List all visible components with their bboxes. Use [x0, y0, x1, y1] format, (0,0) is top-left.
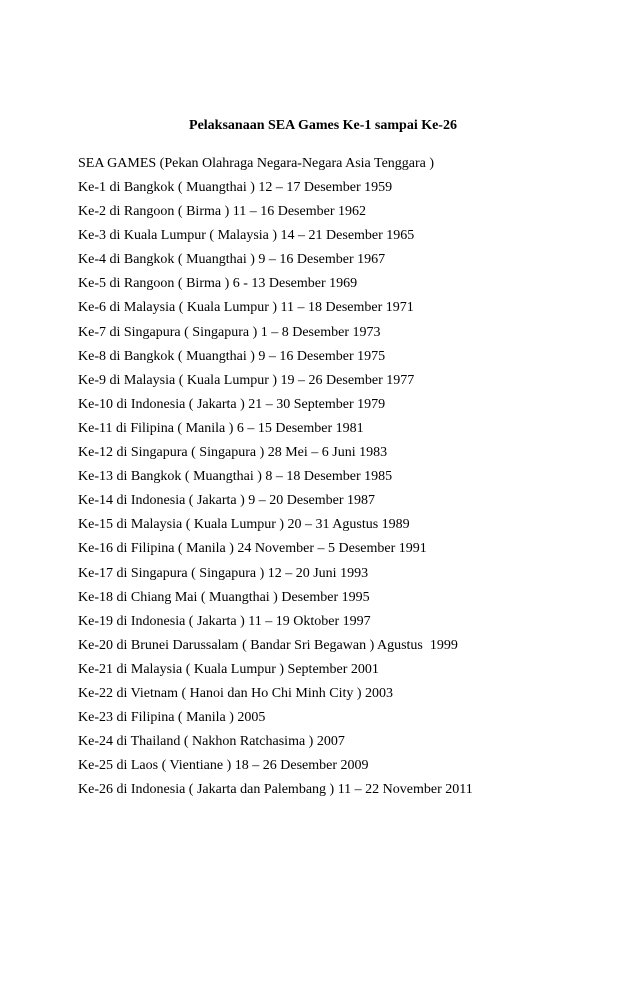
list-item: Ke-22 di Vietnam ( Hanoi dan Ho Chi Minh City ) 2003: [78, 685, 394, 701]
list-item: Ke-13 di Bangkok ( Muangthai ) 8 – 18 Desember 1985: [78, 469, 393, 485]
sea-games-list: [78, 179, 473, 805]
list-item: Ke-8 di Bangkok ( Muangthai ) 9 – 16 Desember 1975: [78, 348, 386, 364]
list-item: Ke-25 di Laos ( Vientiane ) 18 – 26 Desember 2009: [78, 758, 369, 774]
list-item: Ke-21 di Malaysia ( Kuala Lumpur ) September 2001: [78, 661, 379, 677]
list-item: Ke-18 di Chiang Mai ( Muangthai ) Desember 1995: [78, 589, 370, 605]
list-item: Ke-20 di Brunei Darussalam ( Bandar Sri Begawan ) Agustus 1999: [78, 637, 458, 653]
list-item: Ke-16 di Filipina ( Manila ) 24 November – 5 Desember 1991: [78, 541, 427, 557]
list-item: Ke-19 di Indonesia ( Jakarta ) 11 – 19 Oktober 1997: [78, 613, 371, 629]
list-item: Ke-9 di Malaysia ( Kuala Lumpur ) 19 – 26 Desember 1977: [78, 372, 415, 388]
page-title: Pelaksanaan SEA Games Ke-1 sampai Ke-26: [189, 118, 457, 133]
list-item: Ke-6 di Malaysia ( Kuala Lumpur ) 11 – 18 Desember 1971: [78, 300, 414, 316]
list-item: Ke-17 di Singapura ( Singapura ) 12 – 20 Juni 1993: [78, 565, 369, 581]
intro-line: SEA GAMES (Pekan Olahraga Negara-Negara Asia Tenggara ): [78, 156, 435, 171]
list-item: Ke-23 di Filipina ( Manila ) 2005: [78, 710, 266, 726]
list-item: Ke-11 di Filipina ( Manila ) 6 – 15 Desember 1981: [78, 420, 364, 436]
list-item: Ke-2 di Rangoon ( Birma ) 11 – 16 Desember 1962: [78, 204, 366, 220]
list-item: Ke-3 di Kuala Lumpur ( Malaysia ) 14 – 21 Desember 1965: [78, 228, 415, 244]
list-item: Ke-5 di Rangoon ( Birma ) 6 - 13 Desember 1969: [78, 276, 358, 292]
list-item: Ke-12 di Singapura ( Singapura ) 28 Mei – 6 Juni 1983: [78, 445, 388, 461]
list-item: Ke-15 di Malaysia ( Kuala Lumpur ) 20 – 31 Agustus 1989: [78, 517, 410, 533]
list-item: Ke-7 di Singapura ( Singapura ) 1 – 8 Desember 1973: [78, 324, 381, 340]
list-item: Ke-10 di Indonesia ( Jakarta ) 21 – 30 September 1979: [78, 396, 386, 412]
list-item: Ke-14 di Indonesia ( Jakarta ) 9 – 20 Desember 1987: [78, 493, 376, 509]
list-item: Ke-4 di Bangkok ( Muangthai ) 9 – 16 Desember 1967: [78, 252, 386, 268]
list-item: Ke-26 di Indonesia ( Jakarta dan Palembang ) 11 – 22 November 2011: [78, 782, 473, 798]
list-item: Ke-1 di Bangkok ( Muangthai ) 12 – 17 Desember 1959: [78, 180, 393, 195]
list-item: Ke-24 di Thailand ( Nakhon Ratchasima ) 2007: [78, 734, 345, 750]
